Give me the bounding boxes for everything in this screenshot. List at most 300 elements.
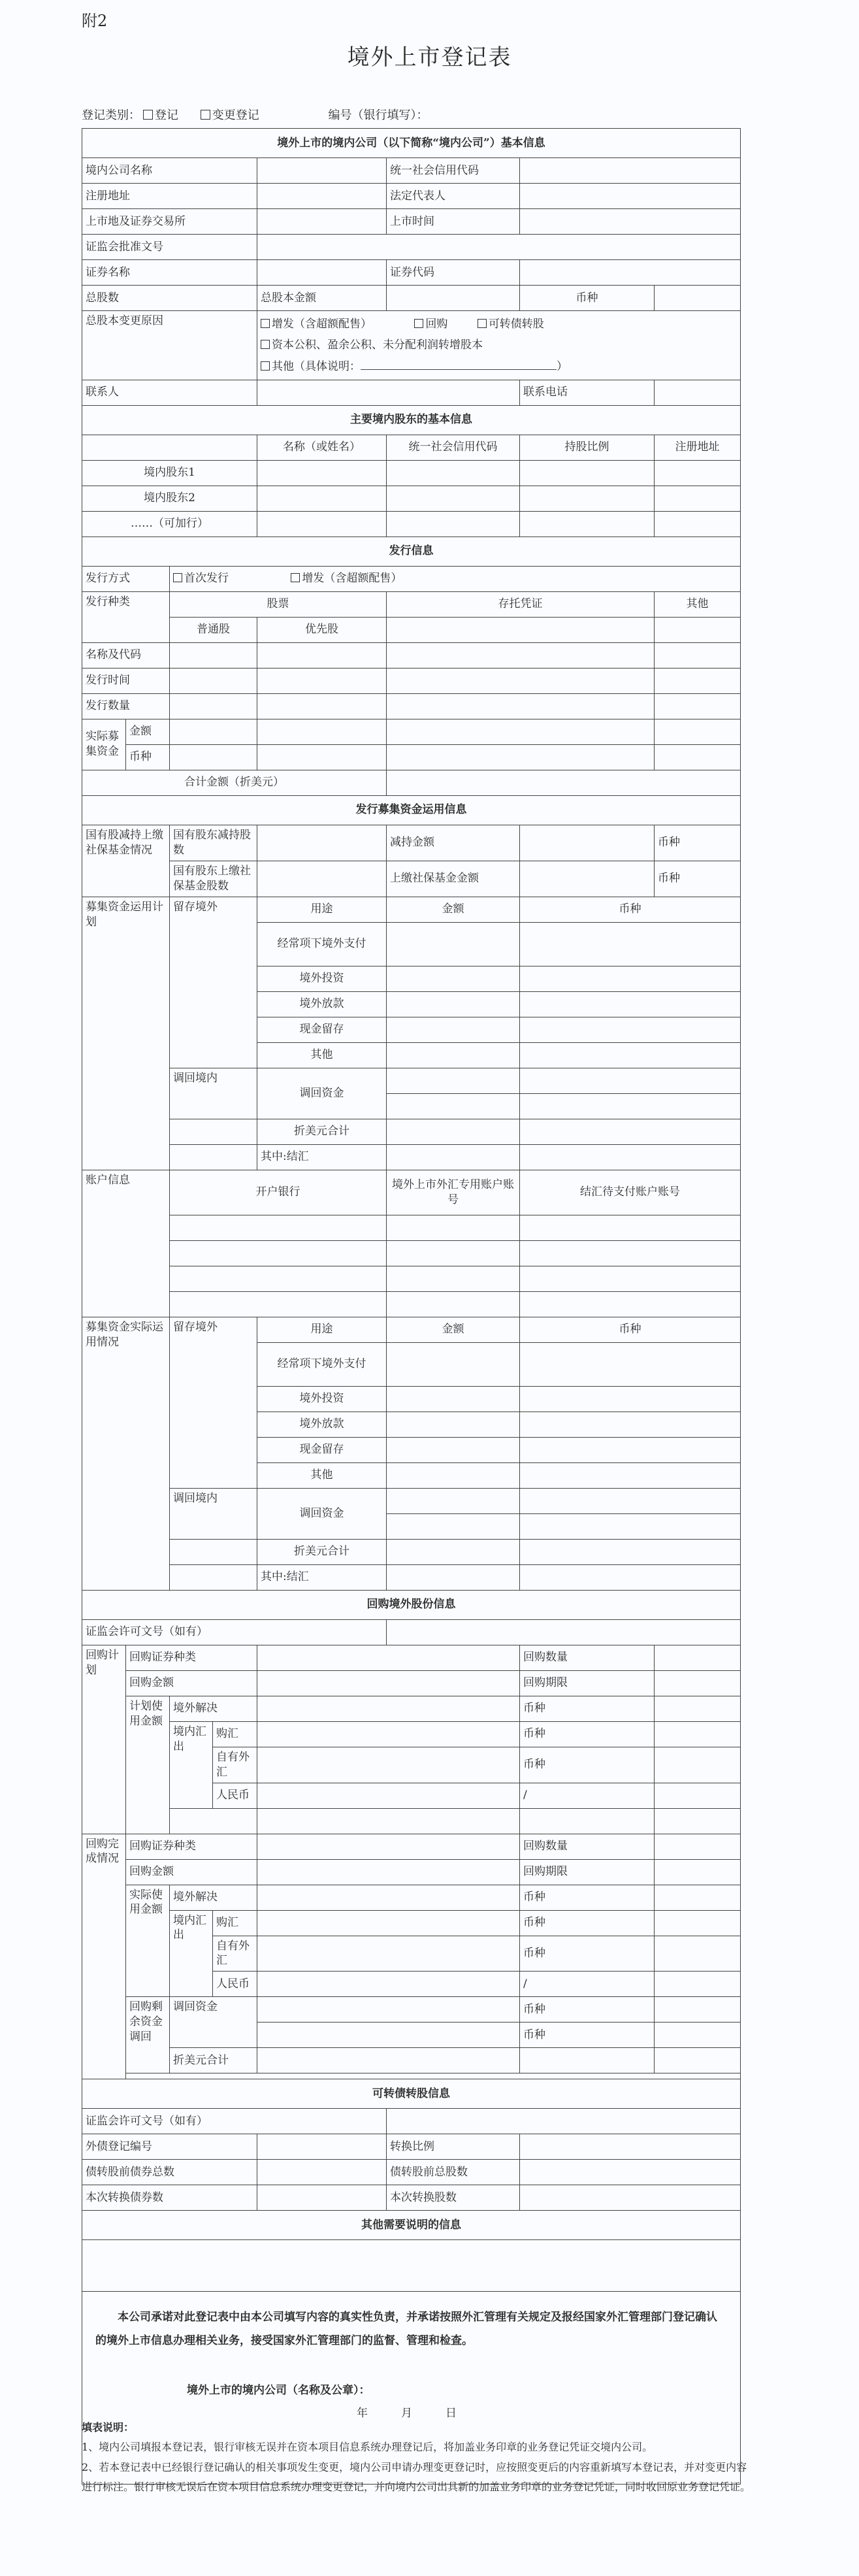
account-cell[interactable] bbox=[387, 1215, 520, 1240]
shareholder-cell[interactable] bbox=[257, 511, 387, 537]
reg-option-label: 登记 bbox=[155, 108, 178, 122]
actual-use-header: 用途 bbox=[257, 1317, 387, 1342]
account-cell[interactable] bbox=[520, 1291, 741, 1317]
change-reason-options bbox=[257, 311, 741, 380]
listing-time-field[interactable] bbox=[520, 209, 741, 235]
shareholder-cell[interactable] bbox=[520, 486, 655, 511]
cv-permit-label: 证监会许可文号（如有） bbox=[82, 2109, 387, 2134]
shareholder-cell[interactable] bbox=[387, 511, 520, 537]
issue-cell[interactable] bbox=[387, 744, 655, 770]
shareholder-cell[interactable] bbox=[387, 460, 520, 486]
bb-rmb-label: 人民币 bbox=[213, 1972, 257, 1997]
actual-cell[interactable] bbox=[520, 1539, 741, 1564]
plan-cell[interactable] bbox=[387, 966, 520, 991]
plan-stay-label: 留存境外 bbox=[170, 897, 257, 1068]
bb-cell[interactable] bbox=[655, 1972, 741, 1997]
bb-cell[interactable] bbox=[257, 1783, 520, 1808]
bb-rmb-label: 人民币 bbox=[213, 1783, 257, 1808]
issue-cell[interactable] bbox=[257, 744, 387, 770]
bb-currency-label: 币种 bbox=[520, 1936, 655, 1972]
actual-cell[interactable] bbox=[520, 1462, 741, 1488]
issue-cell[interactable] bbox=[257, 719, 387, 744]
issue-cell[interactable] bbox=[387, 719, 655, 744]
bb-qty-label: 回购数量 bbox=[520, 1645, 655, 1670]
actual-repat-funds-label: 调回资金 bbox=[257, 1488, 387, 1539]
shareholder-cell[interactable] bbox=[257, 486, 387, 511]
issue-cell[interactable] bbox=[387, 668, 655, 693]
issue-type-label: 发行种类 bbox=[82, 591, 170, 642]
opt-reserve-checkbox[interactable] bbox=[261, 340, 270, 349]
depository-field[interactable] bbox=[387, 617, 655, 642]
issue-cell[interactable] bbox=[655, 719, 741, 744]
bb-blank bbox=[170, 1808, 257, 1834]
plan-repat-funds-label: 调回资金 bbox=[257, 1068, 387, 1119]
shareholder-cell[interactable] bbox=[387, 486, 520, 511]
shareholder-header-name: 名称（或姓名） bbox=[257, 435, 387, 460]
bb-permit-field[interactable] bbox=[387, 1619, 741, 1645]
sec-code-label: 证券代码 bbox=[387, 260, 520, 286]
bb-cell[interactable] bbox=[655, 1670, 741, 1696]
issue-qty-label: 发行数量 bbox=[82, 693, 170, 719]
pledge-text: 本公司承诺对此登记表中由本公司填写内容的真实性负责，并承诺按照外汇管理有关规定及报经国家外汇管理部门登记确认的境外上市信息办理相关业务，接受国家外汇管理部门的监督、管理和检查。 bbox=[95, 2311, 717, 2348]
bb-cell[interactable] bbox=[257, 1834, 520, 1859]
issue-cell[interactable] bbox=[170, 744, 257, 770]
bb-cell[interactable] bbox=[655, 1747, 741, 1783]
notes-item: 1、境内公司填报本登记表，银行审核无误并在资本项目信息系统办理登记后，将加盖业务印章的业务登记凭证交境内公司。 bbox=[82, 2441, 653, 2454]
actual-cell[interactable] bbox=[520, 1386, 741, 1412]
total-usd-field[interactable] bbox=[387, 770, 741, 795]
notes-heading: 填表说明： bbox=[82, 2421, 135, 2434]
stock-label: 股票 bbox=[170, 591, 387, 617]
actual-blank bbox=[170, 1539, 257, 1564]
actual-funds-label: 实际募集资金 bbox=[82, 719, 126, 770]
plan-cell[interactable] bbox=[520, 991, 741, 1017]
change-reason-label: 总股本变更原因 bbox=[82, 311, 257, 380]
shareholder-cell[interactable] bbox=[257, 460, 387, 486]
shareholder-row-label: 境内股东1 bbox=[82, 460, 257, 486]
bb-period-label: 回购期限 bbox=[520, 1670, 655, 1696]
section-title-fund-use: 发行募集资金运用信息 bbox=[82, 795, 741, 825]
plan-cell[interactable] bbox=[387, 1068, 520, 1093]
actual-cell[interactable] bbox=[387, 1437, 520, 1462]
plan-cell[interactable] bbox=[387, 1042, 520, 1068]
plan-use-item: 境外投资 bbox=[257, 966, 387, 991]
issue-cell[interactable] bbox=[387, 693, 655, 719]
bb-actual-funds-label: 实际使用金额 bbox=[126, 1885, 170, 1997]
bb-amount-label: 回购金额 bbox=[126, 1670, 257, 1696]
shareholder-row-label: ……（可加行） bbox=[82, 511, 257, 537]
cv-bond-before-label: 债转股前债券总数 bbox=[82, 2160, 257, 2185]
bb-purchase-label: 购汇 bbox=[213, 1721, 257, 1747]
plan-blank bbox=[170, 1119, 257, 1144]
bb-cell[interactable] bbox=[655, 1808, 741, 1834]
issue-cell[interactable] bbox=[387, 642, 655, 668]
other-field[interactable] bbox=[655, 617, 741, 642]
bb-cell[interactable] bbox=[655, 1997, 741, 2023]
shareholder-cell[interactable] bbox=[655, 486, 741, 511]
section-title-company: 境外上市的境内公司（以下简称“境内公司”）基本信息 bbox=[82, 129, 741, 158]
plan-cell[interactable] bbox=[387, 1093, 520, 1119]
actual-currency-header: 币种 bbox=[520, 1317, 741, 1342]
section-title-convertible: 可转债转股信息 bbox=[82, 2079, 741, 2109]
bb-qty-label: 回购数量 bbox=[520, 1834, 655, 1859]
plan-cell[interactable] bbox=[387, 1144, 520, 1170]
bb-offshore-label: 境外解决 bbox=[170, 1885, 257, 1910]
bb-amount-label: 回购金额 bbox=[126, 1859, 257, 1885]
listing-time-label: 上市时间 bbox=[387, 209, 520, 235]
bb-currency-label: 币种 bbox=[520, 1885, 655, 1910]
bb-cell[interactable] bbox=[257, 1910, 520, 1936]
issue-cell[interactable] bbox=[170, 693, 257, 719]
notes-item: 2、若本登记表中已经银行登记确认的相关事项发生变更，境内公司申请办理变更登记时，应按照变更后的内容重新填写本登记表，并对变更内容进行标注。银行审核无误后在资本项目信息系统办理变更登记，并向境内公司出具新的加盖业务印章的业务登记凭证，同时收回原业务登记凭证。 bbox=[82, 2460, 751, 2494]
bb-cell[interactable] bbox=[257, 1696, 520, 1721]
add-issue-label: 增发（含超额配售） bbox=[302, 572, 402, 586]
sec-name-label: 证券名称 bbox=[82, 260, 257, 286]
bb-cell[interactable] bbox=[655, 1696, 741, 1721]
shareholder-cell[interactable] bbox=[655, 511, 741, 537]
plan-usd-total-label: 折美元合计 bbox=[257, 1119, 387, 1144]
currency-field[interactable] bbox=[655, 286, 741, 311]
listing-place-field[interactable] bbox=[257, 209, 387, 235]
cv-cell[interactable] bbox=[520, 2160, 741, 2185]
bb-cell[interactable] bbox=[655, 1910, 741, 1936]
plan-currency-header: 币种 bbox=[520, 897, 741, 922]
soe-amt-field[interactable] bbox=[520, 825, 655, 861]
reg-address-label: 注册地址 bbox=[82, 184, 257, 209]
section-title-buyback: 回购境外股份信息 bbox=[82, 1590, 741, 1619]
csrc-doc-field[interactable] bbox=[257, 235, 741, 260]
common-stock-label: 普通股 bbox=[170, 617, 257, 642]
total-shares-label: 总股数 bbox=[82, 286, 257, 311]
issue-time-label: 发行时间 bbox=[82, 668, 170, 693]
plan-use-item: 其他 bbox=[257, 1042, 387, 1068]
plan-cell[interactable] bbox=[520, 966, 741, 991]
actual-use-label: 募集资金实际运用情况 bbox=[82, 1317, 170, 1590]
soe-ss-amt-label: 上缴社保基金金额 bbox=[387, 861, 520, 897]
plan-use-item: 现金留存 bbox=[257, 1017, 387, 1042]
opt-buyback-checkbox[interactable] bbox=[414, 319, 423, 328]
opt-add-checkbox[interactable] bbox=[261, 319, 270, 328]
bb-cell[interactable] bbox=[655, 1645, 741, 1670]
actual-cell[interactable] bbox=[520, 1564, 741, 1590]
registration-meta bbox=[82, 106, 428, 123]
bb-cell[interactable] bbox=[655, 2048, 741, 2073]
actual-settle-label: 其中:结汇 bbox=[257, 1564, 387, 1590]
preferred-stock-label: 优先股 bbox=[257, 617, 387, 642]
total-usd-label: 合计金额（折美元） bbox=[82, 770, 387, 795]
cv-shares-before-label: 债转股前总股数 bbox=[387, 2160, 520, 2185]
change-reg-checkbox[interactable] bbox=[201, 110, 210, 120]
account-cell[interactable] bbox=[387, 1240, 520, 1266]
issue-cell[interactable] bbox=[257, 693, 387, 719]
shareholder-cell[interactable] bbox=[655, 460, 741, 486]
soe-ss-qty-field[interactable] bbox=[257, 861, 387, 897]
bb-cell[interactable] bbox=[655, 1721, 741, 1747]
actual-cell[interactable] bbox=[520, 1342, 741, 1386]
soe-qty-field[interactable] bbox=[257, 825, 387, 861]
plan-cell[interactable] bbox=[520, 1017, 741, 1042]
bb-cell[interactable] bbox=[257, 1747, 520, 1783]
plan-cell[interactable] bbox=[387, 1017, 520, 1042]
plan-cell[interactable] bbox=[520, 1093, 741, 1119]
account-cell[interactable] bbox=[520, 1266, 741, 1291]
attachment-label: 附2 bbox=[82, 12, 108, 30]
issue-cell[interactable] bbox=[257, 642, 387, 668]
listing-place-label: 上市地及证券交易所 bbox=[82, 209, 257, 235]
actual-cell[interactable] bbox=[520, 1412, 741, 1437]
plan-cell[interactable] bbox=[387, 991, 520, 1017]
legal-rep-field[interactable] bbox=[520, 184, 741, 209]
add-issue-checkbox[interactable] bbox=[291, 573, 300, 582]
actual-use-item: 现金留存 bbox=[257, 1437, 387, 1462]
account-cell[interactable] bbox=[170, 1291, 387, 1317]
soe-ss-currency-label: 币种 bbox=[655, 861, 741, 897]
actual-cell[interactable] bbox=[387, 1342, 520, 1386]
account-cell[interactable] bbox=[387, 1291, 520, 1317]
bb-slash: / bbox=[520, 1783, 655, 1808]
bb-currency-label: 币种 bbox=[520, 1997, 655, 2023]
company-name-label: 境内公司名称 bbox=[82, 158, 257, 184]
other-info-field[interactable] bbox=[82, 2240, 741, 2292]
bb-sec-type-label: 回购证券种类 bbox=[126, 1834, 257, 1859]
actual-use-item: 境外投资 bbox=[257, 1386, 387, 1412]
bb-cell[interactable] bbox=[257, 1997, 520, 2023]
ipo-checkbox[interactable] bbox=[173, 573, 182, 582]
issue-cell[interactable] bbox=[655, 668, 741, 693]
contact-field[interactable] bbox=[257, 380, 520, 405]
bb-cell[interactable] bbox=[257, 1645, 520, 1670]
cv-cell[interactable] bbox=[257, 2134, 387, 2160]
registration-table bbox=[82, 128, 741, 2485]
issue-cell[interactable] bbox=[170, 668, 257, 693]
actual-cell[interactable] bbox=[520, 1488, 741, 1513]
cv-cell[interactable] bbox=[520, 2134, 741, 2160]
actual-cell[interactable] bbox=[387, 1386, 520, 1412]
total-capital-label: 总股本金额 bbox=[257, 286, 387, 311]
company-name-field[interactable] bbox=[257, 158, 387, 184]
cv-cell[interactable] bbox=[257, 2185, 387, 2211]
account-label: 账户信息 bbox=[82, 1170, 170, 1317]
issue-method-options bbox=[170, 566, 741, 591]
plan-label: 募集资金运用计划 bbox=[82, 897, 170, 1170]
phone-label: 联系电话 bbox=[520, 380, 655, 405]
bb-offshore-label: 境外解决 bbox=[170, 1696, 257, 1721]
cv-fd-reg-label: 外债登记编号 bbox=[82, 2134, 257, 2160]
bb-cell[interactable] bbox=[655, 1936, 741, 1972]
other-label: 其他 bbox=[655, 591, 741, 617]
actual-blank bbox=[170, 1564, 257, 1590]
credit-code-field[interactable] bbox=[520, 158, 741, 184]
plan-cell[interactable] bbox=[520, 1042, 741, 1068]
plan-use-item: 境外放款 bbox=[257, 991, 387, 1017]
bb-permit-label: 证监会许可文号（如有） bbox=[82, 1619, 387, 1645]
issue-cell[interactable] bbox=[655, 744, 741, 770]
bb-own-fx-label: 自有外汇 bbox=[213, 1936, 257, 1972]
plan-use-header: 用途 bbox=[257, 897, 387, 922]
opt-buyback-label: 回购 bbox=[425, 318, 448, 331]
bb-slash: / bbox=[520, 1972, 655, 1997]
soe-amt-label: 减持金额 bbox=[387, 825, 520, 861]
actual-currency-label: 币种 bbox=[126, 744, 170, 770]
actual-amount-label: 金额 bbox=[126, 719, 170, 744]
seal-date: 年 月 日 bbox=[357, 2407, 457, 2420]
sec-name-field[interactable] bbox=[257, 260, 387, 286]
bb-own-fx-label: 自有外汇 bbox=[213, 1747, 257, 1783]
actual-cell[interactable] bbox=[387, 1539, 520, 1564]
soe-ss-amt-field[interactable] bbox=[520, 861, 655, 897]
account-cell[interactable] bbox=[170, 1215, 387, 1240]
account-cell[interactable] bbox=[387, 1266, 520, 1291]
seal-label: 境外上市的境内公司（名称及公章）： bbox=[187, 2383, 370, 2397]
issue-cell[interactable] bbox=[257, 668, 387, 693]
bb-cell[interactable] bbox=[655, 1885, 741, 1910]
opt-other-label: 其他（具体说明： bbox=[272, 359, 361, 373]
bb-cell[interactable] bbox=[257, 2023, 520, 2048]
shareholder-header-code: 统一社会信用代码 bbox=[387, 435, 520, 460]
shareholder-header-address: 注册地址 bbox=[655, 435, 741, 460]
cv-shares-now-label: 本次转换股数 bbox=[387, 2185, 520, 2211]
shareholder-cell[interactable] bbox=[520, 511, 655, 537]
bb-onshore-label: 境内汇出 bbox=[170, 1721, 213, 1808]
reg-type-label: 登记类别： bbox=[82, 108, 140, 122]
actual-use-item: 其他 bbox=[257, 1462, 387, 1488]
actual-use-item: 境外放款 bbox=[257, 1412, 387, 1437]
total-capital-field[interactable] bbox=[387, 286, 520, 311]
bb-blank bbox=[520, 1808, 655, 1834]
soe-qty-label: 国有股东减持股数 bbox=[170, 825, 257, 861]
contact-label: 联系人 bbox=[82, 380, 257, 405]
plan-cell[interactable] bbox=[520, 1068, 741, 1093]
name-code-label: 名称及代码 bbox=[82, 642, 170, 668]
plan-cell[interactable] bbox=[387, 922, 520, 966]
issue-cell[interactable] bbox=[170, 642, 257, 668]
issue-cell[interactable] bbox=[655, 642, 741, 668]
bb-cell[interactable] bbox=[655, 1859, 741, 1885]
bb-usd-total-label: 折美元合计 bbox=[170, 2048, 257, 2073]
soe-label: 国有股减持上缴社保基金情况 bbox=[82, 825, 170, 897]
opt-reserve-label: 资本公积、盈余公积、未分配利润转增股本 bbox=[272, 339, 483, 352]
soe-currency-label: 币种 bbox=[655, 825, 741, 861]
bb-currency-label: 币种 bbox=[520, 1747, 655, 1783]
actual-cell[interactable] bbox=[387, 1488, 520, 1513]
bank-header: 开户银行 bbox=[170, 1170, 387, 1215]
bb-cell[interactable] bbox=[655, 1834, 741, 1859]
plan-cell[interactable] bbox=[520, 1119, 741, 1144]
issue-cell[interactable] bbox=[170, 719, 257, 744]
bb-repat-funds-label: 调回资金 bbox=[170, 1997, 257, 2048]
account-cell[interactable] bbox=[170, 1240, 387, 1266]
cv-bond-now-label: 本次转换债券数 bbox=[82, 2185, 257, 2211]
bb-cell[interactable] bbox=[257, 1670, 520, 1696]
bb-cell[interactable] bbox=[257, 1808, 520, 1834]
settle-acct-header: 结汇待支付账户账号 bbox=[520, 1170, 741, 1215]
bb-spacer bbox=[126, 2073, 741, 2079]
credit-code-label: 统一社会信用代码 bbox=[387, 158, 520, 184]
issue-method-label: 发行方式 bbox=[82, 566, 170, 591]
opt-other-close: ） bbox=[557, 359, 568, 373]
plan-cell[interactable] bbox=[520, 1144, 741, 1170]
bb-cell[interactable] bbox=[257, 1721, 520, 1747]
bb-cell[interactable] bbox=[257, 1859, 520, 1885]
legal-rep-label: 法定代表人 bbox=[387, 184, 520, 209]
bb-remain-label: 回购剩余资金调回 bbox=[126, 1997, 170, 2073]
opt-convert-checkbox[interactable] bbox=[478, 319, 487, 328]
sec-code-field[interactable] bbox=[520, 260, 741, 286]
bb-sec-type-label: 回购证券种类 bbox=[126, 1645, 257, 1670]
cv-cell[interactable] bbox=[257, 2160, 387, 2185]
reg-option-checkbox[interactable] bbox=[143, 110, 153, 120]
bb-cell[interactable] bbox=[257, 2048, 520, 2073]
actual-cell[interactable] bbox=[387, 1412, 520, 1437]
number-label: 编号（银行填写）： bbox=[328, 108, 429, 122]
actual-usd-total-label: 折美元合计 bbox=[257, 1539, 387, 1564]
actual-cell[interactable] bbox=[387, 1513, 520, 1539]
shareholder-header-ratio: 持股比例 bbox=[520, 435, 655, 460]
actual-cell[interactable] bbox=[387, 1462, 520, 1488]
phone-field[interactable] bbox=[655, 380, 741, 405]
shareholder-cell[interactable] bbox=[520, 460, 655, 486]
account-cell[interactable] bbox=[170, 1266, 387, 1291]
page-title: 境外上市登记表 bbox=[347, 44, 512, 71]
bb-done-label: 回购完成情况 bbox=[82, 1834, 126, 2079]
plan-amount-header: 金额 bbox=[387, 897, 520, 922]
bb-period-label: 回购期限 bbox=[520, 1859, 655, 1885]
cv-permit-field[interactable] bbox=[387, 2109, 741, 2134]
bb-currency-label: 币种 bbox=[520, 2023, 655, 2048]
actual-cell[interactable] bbox=[520, 1513, 741, 1539]
opt-convert-label: 可转债转股 bbox=[488, 318, 544, 331]
bb-cell[interactable] bbox=[257, 1885, 520, 1910]
plan-use-item: 经常项下境外支付 bbox=[257, 922, 387, 966]
bb-currency-label: 币种 bbox=[520, 1910, 655, 1936]
bb-currency-label: 币种 bbox=[520, 1721, 655, 1747]
opt-other-input[interactable] bbox=[361, 359, 557, 370]
section-title-issuance: 发行信息 bbox=[82, 537, 741, 566]
actual-use-item: 经常项下境外支付 bbox=[257, 1342, 387, 1386]
ipo-label: 首次发行 bbox=[184, 572, 229, 586]
actual-cell[interactable] bbox=[387, 1564, 520, 1590]
actual-cell[interactable] bbox=[520, 1437, 741, 1462]
account-cell[interactable] bbox=[520, 1240, 741, 1266]
plan-cell[interactable] bbox=[387, 1119, 520, 1144]
bb-plan-label: 回购计划 bbox=[82, 1645, 126, 1834]
bb-blank bbox=[520, 2048, 655, 2073]
bb-cell[interactable] bbox=[257, 1972, 520, 1997]
fill-notes bbox=[82, 2418, 754, 2498]
depository-label: 存托凭证 bbox=[387, 591, 655, 617]
plan-cell[interactable] bbox=[520, 922, 741, 966]
soe-ss-qty-label: 国有股东上缴社保基金股数 bbox=[170, 861, 257, 897]
bb-plan-funds-label: 计划使用金额 bbox=[126, 1696, 170, 1834]
bb-currency-label: 币种 bbox=[520, 1696, 655, 1721]
actual-amount-header: 金额 bbox=[387, 1317, 520, 1342]
actual-stay-label: 留存境外 bbox=[170, 1317, 257, 1488]
cv-ratio-label: 转换比例 bbox=[387, 2134, 520, 2160]
bb-cell[interactable] bbox=[257, 1936, 520, 1972]
opt-add-label: 增发（含超额配售） bbox=[272, 318, 372, 331]
account-cell[interactable] bbox=[520, 1215, 741, 1240]
reg-address-field[interactable] bbox=[257, 184, 387, 209]
opt-other-checkbox[interactable] bbox=[261, 361, 270, 371]
csrc-doc-label: 证监会批准文号 bbox=[82, 235, 257, 260]
bb-cell[interactable] bbox=[655, 1783, 741, 1808]
bb-cell[interactable] bbox=[655, 2023, 741, 2048]
plan-settle-label: 其中:结汇 bbox=[257, 1144, 387, 1170]
cv-cell[interactable] bbox=[520, 2185, 741, 2211]
issue-cell[interactable] bbox=[655, 693, 741, 719]
bb-onshore-label: 境内汇出 bbox=[170, 1910, 213, 1997]
bb-purchase-label: 购汇 bbox=[213, 1910, 257, 1936]
